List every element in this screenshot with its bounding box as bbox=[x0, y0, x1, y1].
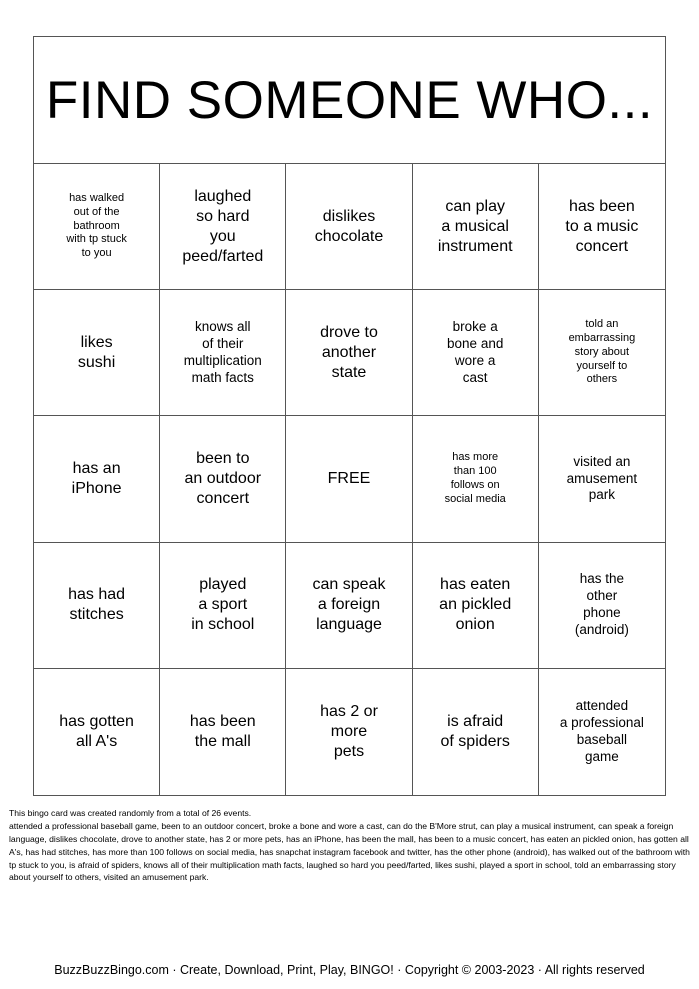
bingo-cell: drove to another state bbox=[286, 290, 412, 416]
description-summary: This bingo card was created randomly from a total of 26 events. bbox=[9, 808, 252, 818]
bingo-cell: has been to a music concert bbox=[539, 164, 665, 290]
description-events: attended a professional baseball game, been to an outdoor concert, broke a bone and wore a cast, can do the B'More strut, can play a musical instrument, can speak a foreign language, dislikes chocolate, drove to another state, has 2 or more pets, has an iPhone, has been the mall, has been to a music concert, has eaten an pickled onion, has gotten all A's, has had stitches, has more than 100 follows on social media, has snapchat instagram facebook and twitter, has the other phone (android), has walked out of the bathroom with tp stuck to you, is afraid of spiders, knows all of their multiplication math facts, laughed so hard you peed/farted, likes sushi, played a sport in school, told an embarrassing story about yourself to others, visited an amusement park. bbox=[9, 820, 690, 883]
card-description bbox=[9, 807, 693, 884]
bingo-cell: been to an outdoor concert bbox=[160, 416, 286, 542]
bingo-cell: is afraid of spiders bbox=[413, 669, 539, 795]
bingo-cell: played a sport in school bbox=[160, 543, 286, 669]
bingo-cell: has the other phone (android) bbox=[539, 543, 665, 669]
bingo-cell: has had stitches bbox=[34, 543, 160, 669]
bingo-cell: has been the mall bbox=[160, 669, 286, 795]
bingo-cell: knows all of their multiplication math facts bbox=[160, 290, 286, 416]
bingo-cell: can play a musical instrument bbox=[413, 164, 539, 290]
bingo-cell: has walked out of the bathroom with tp stuck to you bbox=[34, 164, 160, 290]
bingo-cell: has 2 or more pets bbox=[286, 669, 412, 795]
card-title: FIND SOMEONE WHO... bbox=[34, 37, 665, 164]
bingo-cell: told an embarrassing story about yourself to others bbox=[539, 290, 665, 416]
bingo-cell: laughed so hard you peed/farted bbox=[160, 164, 286, 290]
page-footer: BuzzBuzzBingo.com · Create, Download, Print, Play, BINGO! · Copyright © 2003-2023 · All rights reserved bbox=[54, 963, 645, 977]
bingo-cell: attended a professional baseball game bbox=[559, 698, 644, 764]
bingo-cell: has an iPhone bbox=[34, 416, 160, 542]
bingo-cell: has eaten an pickled onion bbox=[413, 543, 539, 669]
bingo-grid bbox=[34, 164, 665, 795]
bingo-cell: visited an amusement park bbox=[539, 416, 665, 542]
bingo-card bbox=[33, 36, 666, 796]
bingo-cell: dislikes chocolate bbox=[286, 164, 412, 290]
bingo-cell: has gotten all A's bbox=[34, 669, 160, 795]
bingo-cell: FREE bbox=[286, 416, 412, 542]
bingo-cell: broke a bone and wore a cast bbox=[413, 290, 539, 416]
bingo-cell: likes sushi bbox=[34, 290, 160, 416]
bingo-cell: has more than 100 follows on social media bbox=[413, 416, 539, 542]
bingo-cell: can speak a foreign language bbox=[286, 543, 412, 669]
